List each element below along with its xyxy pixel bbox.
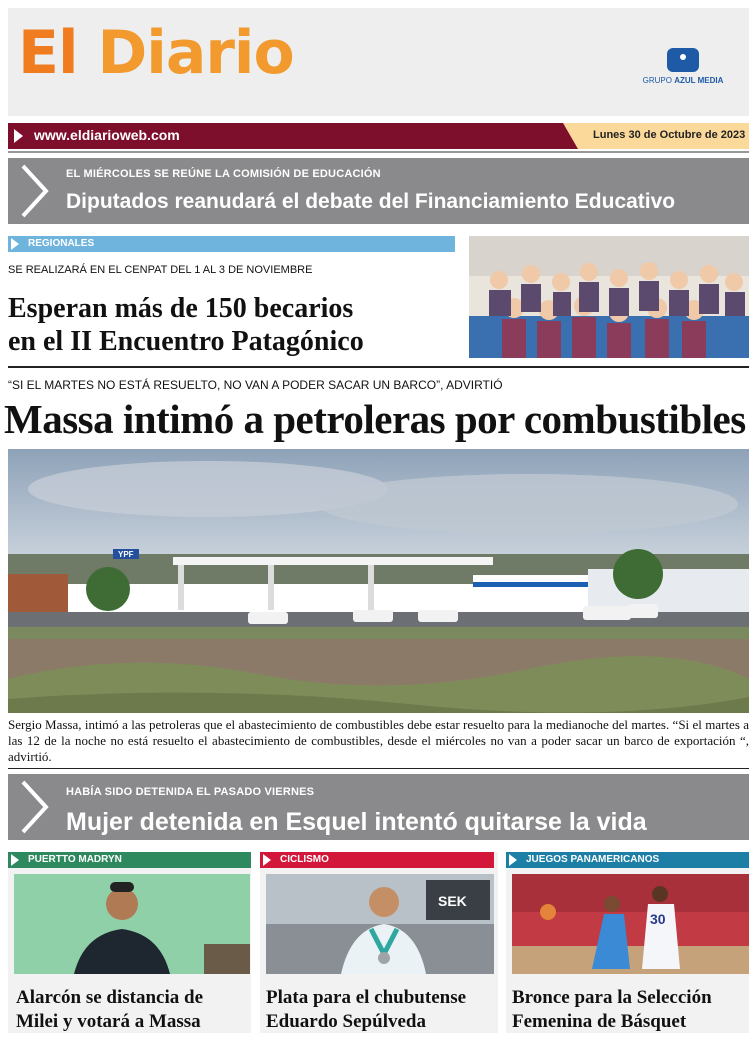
headline-banner-education[interactable]: [8, 158, 749, 224]
section-tag: CICLISMO: [260, 852, 494, 868]
chevron-right-icon: [20, 780, 50, 834]
divider: [8, 768, 749, 769]
gas-station-photo[interactable]: [8, 449, 749, 713]
main-caption: Sergio Massa, intimó a las petroleras que el abastecimiento de combustibles debe estar resuelto para la medianoche del martes. “Si el martes a las 12 de la noche no está resuelto el abastecimiento de combustibles, desde el miércoles no van a poder sacar un barco de exportación “, advirtió.: [8, 717, 749, 764]
story-headline: Alarcón se distancia de Milei y votará a Massa: [16, 987, 204, 1032]
sek-sign: SEK: [438, 893, 467, 909]
banner-title: Diputados reanudará el debate del Financiamiento Educativo: [66, 190, 676, 213]
arrow-icon: [11, 854, 19, 866]
banner-kicker: HABÍA SIDO DETENIDA EL PASADO VIERNES: [66, 786, 315, 798]
becarios-photo[interactable]: [469, 236, 749, 358]
divider: [8, 151, 749, 153]
group-name: GRUPO AZUL MEDIA: [642, 76, 724, 85]
group-logo[interactable]: [628, 48, 738, 85]
section-tag: JUEGOS PANAMERICANOS: [506, 852, 749, 868]
main-headline[interactable]: Massa intimó a petroleras por combustibles: [4, 396, 746, 442]
basketball-photo: [512, 874, 749, 974]
arrow-icon: [509, 854, 517, 866]
alarcon-photo: [14, 874, 250, 974]
edition-date: Lunes 30 de Octubre de 2023: [593, 129, 746, 141]
ypf-sign: YPF: [118, 550, 134, 559]
arrow-icon: [263, 854, 271, 866]
story-card-basquet[interactable]: [506, 852, 749, 1033]
section-tag-regionales: REGIONALES: [8, 236, 455, 252]
newspaper-page: [4, 8, 749, 1033]
regionales-kicker: SE REALIZARÁ EN EL CENPAT DEL 1 AL 3 DE NOVIEMBRE: [8, 264, 313, 276]
logo-el: El: [18, 18, 98, 88]
logo[interactable]: [18, 18, 294, 88]
arrow-icon: [14, 129, 23, 143]
chevron-right-icon: [20, 164, 50, 218]
story-card-madryn[interactable]: [8, 852, 251, 1033]
headline-banner-esquel[interactable]: [8, 774, 749, 840]
banner-title: Mujer detenida en Esquel intentó quitarse la vida: [66, 808, 647, 836]
story-headline: Plata para el chubutense Eduardo Sepúlveda: [266, 987, 467, 1032]
banner-kicker: EL MIÉRCOLES SE REÚNE LA COMISIÓN DE EDUCACIÓN: [66, 168, 381, 180]
regionales-headline[interactable]: Esperan más de 150 becarios en el II Encuentro Patagónico: [8, 293, 364, 357]
section-tag: PUERTTO MADRYN: [8, 852, 251, 868]
divider: [8, 366, 749, 368]
story-card-ciclismo[interactable]: [260, 852, 498, 1033]
logo-diario: Diario: [97, 18, 294, 88]
story-headline: Bronce para la Selección Femenina de Básquet: [512, 987, 712, 1032]
arrow-icon: [11, 238, 19, 250]
jersey-number: 30: [650, 911, 666, 927]
camera-icon: [667, 48, 699, 72]
sepulveda-photo: [266, 874, 494, 974]
main-kicker: “SI EL MARTES NO ESTÁ RESUELTO, NO VAN A PODER SACAR UN BARCO”, ADVIRTIÓ: [8, 378, 503, 392]
website-link[interactable]: www.eldiarioweb.com: [34, 127, 180, 143]
